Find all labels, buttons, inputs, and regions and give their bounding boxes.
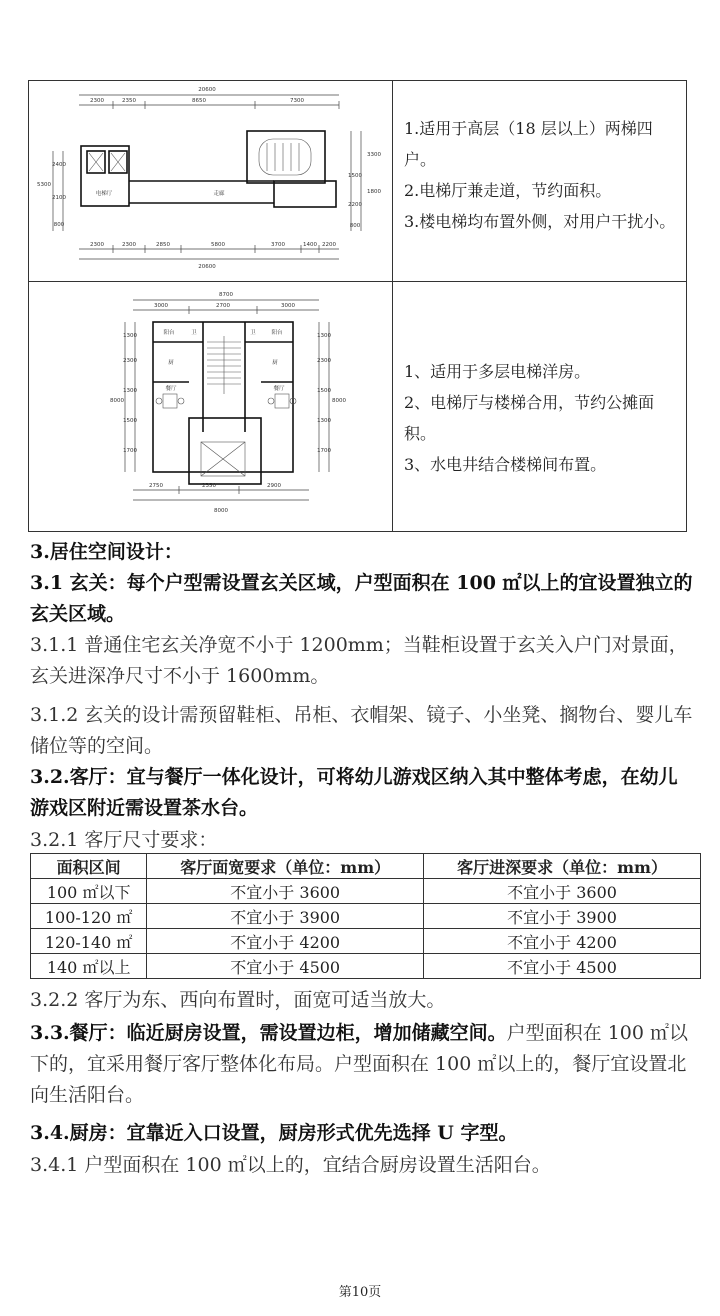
table-cell: 120-140 ㎡ bbox=[31, 929, 147, 954]
plan-dim: 1700 bbox=[317, 448, 331, 454]
plan-dim: 2400 bbox=[52, 162, 66, 168]
plan-dim: 5800 bbox=[211, 242, 225, 248]
table-divider bbox=[392, 81, 393, 531]
table-cell: 不宜小于 4500 bbox=[147, 954, 424, 979]
plan-dim: 8000 bbox=[214, 508, 228, 514]
table-row bbox=[31, 929, 701, 954]
plan-dim: 2300 bbox=[122, 242, 136, 248]
table-header: 客厅面宽要求（单位：mm） bbox=[147, 854, 424, 879]
heading-3-1: 3.1 玄关：每个户型需设置玄关区域，户型面积在 100 ㎡以上的宜设置独立的玄关区域。 bbox=[30, 572, 693, 625]
table-cell: 140 ㎡以上 bbox=[31, 954, 147, 979]
plan-dim: 2900 bbox=[267, 483, 281, 489]
note-item: 3、水电井结合楼梯间布置。 bbox=[404, 455, 607, 474]
page-number: 第10页 bbox=[338, 1285, 382, 1300]
heading-3: 3.居住空间设计： bbox=[30, 541, 183, 563]
floor-plan-high-rise bbox=[29, 81, 391, 281]
table-cell: 不宜小于 3900 bbox=[147, 904, 424, 929]
room-label: 餐厅 bbox=[273, 386, 285, 392]
note-item: 3.楼电梯均布置外侧，对用户干扰小。 bbox=[404, 212, 676, 231]
living-room-dimension-table bbox=[30, 853, 701, 979]
room-label: 餐厅 bbox=[165, 386, 177, 392]
table-cell: 不宜小于 3600 bbox=[424, 879, 701, 904]
plan-dim: 1300 bbox=[317, 333, 331, 339]
plan-dim: 2350 bbox=[122, 98, 136, 104]
plan-dim: 2750 bbox=[149, 483, 163, 489]
plan-dim: 3000 bbox=[281, 303, 295, 309]
plan-dim: 1300 bbox=[317, 418, 331, 424]
plan-dim: 1800 bbox=[367, 189, 381, 195]
table-cell: 100-120 ㎡ bbox=[31, 904, 147, 929]
paragraph-3-3-body: 户型面积在 100 ㎡以下的，宜采用餐厅客厅整体化布局。户型面积在 100 ㎡以上的，餐厅宜设置北向生活阳台。 bbox=[30, 1022, 689, 1106]
table-header: 客厅进深要求（单位：mm） bbox=[424, 854, 701, 879]
plan-dim: 1300 bbox=[123, 388, 137, 394]
table-cell: 不宜小于 4500 bbox=[424, 954, 701, 979]
heading-3-4: 3.4.厨房：宜靠近入口设置，厨房形式优先选择 U 字型。 bbox=[30, 1122, 518, 1144]
plan-dim: 2300 bbox=[90, 242, 104, 248]
plan-dim: 800 bbox=[349, 223, 361, 229]
plan-dim: 2300 bbox=[90, 98, 104, 104]
paragraph-3-2-2: 3.2.2 客厅为东、西向布置时，面宽可适当放大。 bbox=[30, 989, 446, 1011]
heading-3-3: 3.3.餐厅：临近厨房设置，需设置边柜，增加储藏空间。 bbox=[30, 1022, 507, 1044]
plan-dim: 3300 bbox=[367, 152, 381, 158]
plan-dim: 2300 bbox=[317, 358, 331, 364]
table-cell: 不宜小于 4200 bbox=[147, 929, 424, 954]
table-row bbox=[31, 954, 701, 979]
paragraph-3-1-2: 3.1.2 玄关的设计需预留鞋柜、吊柜、衣帽架、镜子、小坐凳、搁物台、婴儿车储位等的空间。 bbox=[30, 704, 693, 757]
plan-dim: 20600 bbox=[198, 264, 216, 270]
room-label: 厨 bbox=[168, 360, 174, 366]
floor-plan-low-rise bbox=[29, 282, 391, 532]
heading-3-2: 3.2.客厅：宜与餐厅一体化设计，可将幼儿游戏区纳入其中整体考虑，在幼儿游戏区附近需设置茶水台。 bbox=[30, 766, 678, 819]
note-item: 2、电梯厅与楼梯合用，节约公摊面积。 bbox=[404, 393, 655, 443]
table-cell: 不宜小于 3600 bbox=[147, 879, 424, 904]
note-item: 1.适用于高层（18 层以上）两梯四户。 bbox=[404, 119, 653, 169]
plan-dim: 1500 bbox=[317, 388, 331, 394]
room-label: 阳台 bbox=[271, 330, 283, 336]
plan-dim: 8700 bbox=[219, 292, 233, 298]
plan-dim: 8000 bbox=[332, 398, 346, 404]
plan-dim: 1400 bbox=[303, 242, 317, 248]
table-cell: 不宜小于 4200 bbox=[424, 929, 701, 954]
plans-table bbox=[28, 80, 687, 532]
table-row bbox=[31, 879, 701, 904]
plan-dim: 1500 bbox=[123, 418, 137, 424]
room-label: 走廊 bbox=[213, 191, 225, 197]
room-label: 卫 bbox=[250, 330, 256, 336]
plan-dim: 2300 bbox=[123, 358, 137, 364]
plan-dim: 2350 bbox=[202, 483, 216, 489]
plan-dim: 2850 bbox=[156, 242, 170, 248]
plan-dim: 2200 bbox=[348, 202, 362, 208]
table-cell: 100 ㎡以下 bbox=[31, 879, 147, 904]
plan-dim: 800 bbox=[53, 222, 65, 228]
plan-dim: 2700 bbox=[216, 303, 230, 309]
room-label: 卫 bbox=[191, 330, 197, 336]
note-item: 2.电梯厅兼走道，节约面积。 bbox=[404, 181, 612, 200]
plan-dim: 1500 bbox=[348, 173, 362, 179]
plan-dim: 3000 bbox=[154, 303, 168, 309]
note-item: 1、适用于多层电梯洋房。 bbox=[404, 362, 591, 381]
paragraph-3-2-1: 3.2.1 客厅尺寸要求： bbox=[30, 829, 218, 851]
plan1-notes bbox=[404, 113, 684, 237]
plan-dim: 2100 bbox=[52, 195, 66, 201]
paragraph-3-1-1: 3.1.1 普通住宅玄关净宽不小于 1200mm；当鞋柜设置于玄关入户门对景面，玄关进深净尺寸不小于 1600mm。 bbox=[30, 634, 688, 687]
plan-dim: 5300 bbox=[37, 182, 51, 188]
plan-dim: 3700 bbox=[271, 242, 285, 248]
room-label: 电梯厅 bbox=[95, 191, 113, 197]
plan-dim: 1300 bbox=[123, 333, 137, 339]
plan-dim: 2200 bbox=[322, 242, 336, 248]
plan-dim: 8650 bbox=[192, 98, 206, 104]
plan-dim: 20600 bbox=[198, 87, 216, 93]
table-header: 面积区间 bbox=[31, 854, 147, 879]
table-cell: 不宜小于 3900 bbox=[424, 904, 701, 929]
plan2-notes bbox=[404, 356, 684, 480]
plan-dim: 1700 bbox=[123, 448, 137, 454]
room-label: 厨 bbox=[272, 360, 278, 366]
room-label: 阳台 bbox=[163, 330, 175, 336]
paragraph-3-4-1: 3.4.1 户型面积在 100 ㎡以上的，宜结合厨房设置生活阳台。 bbox=[30, 1154, 551, 1176]
table-row bbox=[31, 904, 701, 929]
paragraph-3-3 bbox=[30, 1018, 695, 1111]
plan-dim: 7300 bbox=[290, 98, 304, 104]
plan-dim: 8000 bbox=[110, 398, 124, 404]
